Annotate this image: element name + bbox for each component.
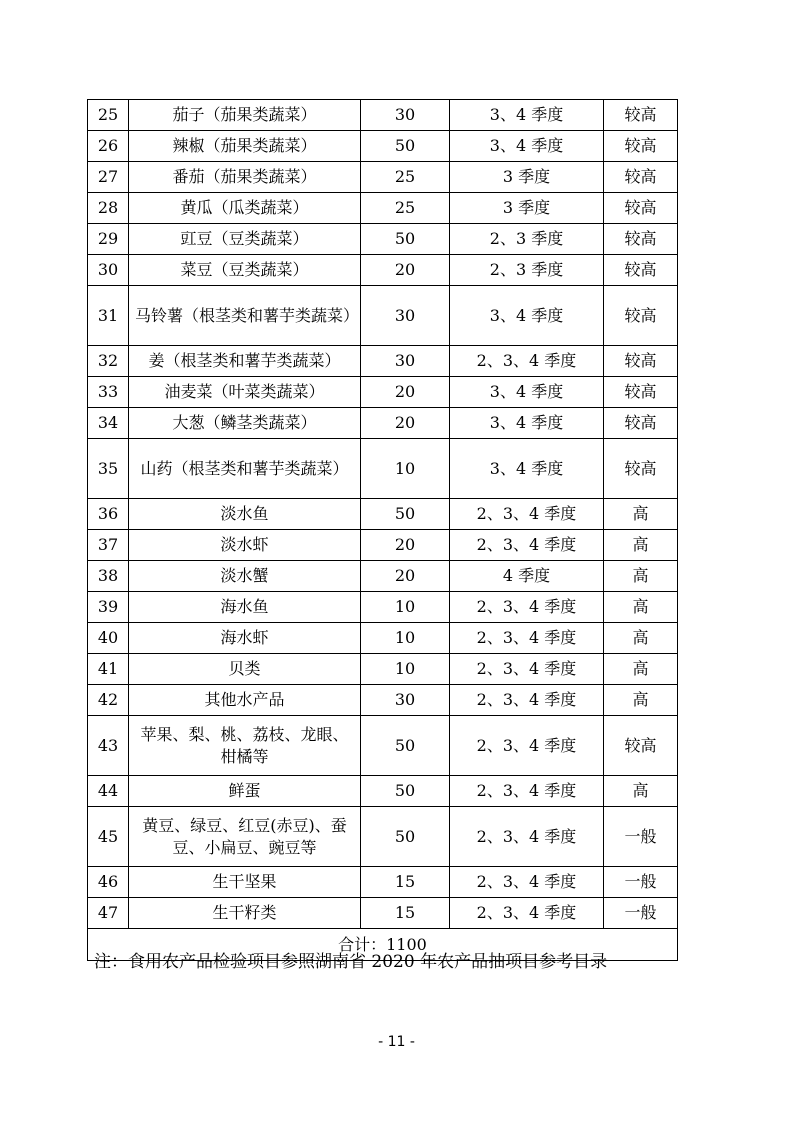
row-number-cell: 38: [88, 561, 129, 592]
quantity-cell: 10: [361, 623, 450, 654]
sampling-table: [87, 99, 678, 961]
product-name-cell: 大葱（鳞茎类蔬菜）: [129, 408, 361, 439]
risk-level-cell: 较高: [604, 131, 678, 162]
quantity-cell: 50: [361, 499, 450, 530]
quantity-cell: 20: [361, 377, 450, 408]
product-name-cell: 黄豆、绿豆、红豆(赤豆)、蚕豆、小扁豆、豌豆等: [129, 807, 361, 867]
risk-level-cell: 较高: [604, 193, 678, 224]
quantity-cell: 50: [361, 807, 450, 867]
row-number-cell: 29: [88, 224, 129, 255]
season-cell: 3、4 季度: [450, 408, 604, 439]
risk-level-cell: 一般: [604, 898, 678, 929]
season-cell: 3、4 季度: [450, 131, 604, 162]
row-number-cell: 33: [88, 377, 129, 408]
risk-level-cell: 较高: [604, 100, 678, 131]
row-number-cell: 44: [88, 776, 129, 807]
product-name-cell: 海水虾: [129, 623, 361, 654]
season-cell: 3、4 季度: [450, 377, 604, 408]
quantity-cell: 20: [361, 530, 450, 561]
season-cell: 3、4 季度: [450, 100, 604, 131]
risk-level-cell: 较高: [604, 162, 678, 193]
quantity-cell: 10: [361, 654, 450, 685]
quantity-cell: 30: [361, 685, 450, 716]
product-name-cell: 菜豆（豆类蔬菜）: [129, 255, 361, 286]
season-cell: 4 季度: [450, 561, 604, 592]
table-row: [88, 716, 678, 776]
product-name-cell: 淡水虾: [129, 530, 361, 561]
quantity-cell: 20: [361, 255, 450, 286]
quantity-cell: 25: [361, 162, 450, 193]
table-row: [88, 408, 678, 439]
quantity-cell: 10: [361, 439, 450, 499]
table-row: [88, 776, 678, 807]
table-row: [88, 530, 678, 561]
table-row: [88, 623, 678, 654]
product-name-cell: 马铃薯（根茎类和薯芋类蔬菜）: [129, 286, 361, 346]
product-name-cell: 生干籽类: [129, 898, 361, 929]
season-cell: 3 季度: [450, 162, 604, 193]
page-number: - 11 -: [378, 1034, 415, 1050]
product-name-cell: 黄瓜（瓜类蔬菜）: [129, 193, 361, 224]
season-cell: 2、3、4 季度: [450, 530, 604, 561]
table-row: [88, 286, 678, 346]
row-number-cell: 25: [88, 100, 129, 131]
product-name-cell: 山药（根茎类和薯芋类蔬菜）: [129, 439, 361, 499]
table-row: [88, 346, 678, 377]
table-row: [88, 224, 678, 255]
quantity-cell: 25: [361, 193, 450, 224]
risk-level-cell: 较高: [604, 716, 678, 776]
quantity-cell: 50: [361, 716, 450, 776]
risk-level-cell: 较高: [604, 408, 678, 439]
row-number-cell: 36: [88, 499, 129, 530]
risk-level-cell: 一般: [604, 867, 678, 898]
risk-level-cell: 高: [604, 654, 678, 685]
row-number-cell: 30: [88, 255, 129, 286]
table-row: [88, 439, 678, 499]
product-name-cell: 贝类: [129, 654, 361, 685]
product-name-cell: 番茄（茄果类蔬菜）: [129, 162, 361, 193]
risk-level-cell: 一般: [604, 807, 678, 867]
risk-level-cell: 高: [604, 776, 678, 807]
risk-level-cell: 高: [604, 685, 678, 716]
quantity-cell: 30: [361, 286, 450, 346]
table-row: [88, 592, 678, 623]
season-cell: 2、3、4 季度: [450, 346, 604, 377]
row-number-cell: 34: [88, 408, 129, 439]
quantity-cell: 20: [361, 408, 450, 439]
season-cell: 2、3 季度: [450, 255, 604, 286]
product-name-cell: 姜（根茎类和薯芋类蔬菜）: [129, 346, 361, 377]
row-number-cell: 46: [88, 867, 129, 898]
season-cell: 3 季度: [450, 193, 604, 224]
product-name-cell: 海水鱼: [129, 592, 361, 623]
product-name-cell: 辣椒（茄果类蔬菜）: [129, 131, 361, 162]
risk-level-cell: 高: [604, 499, 678, 530]
table-row: [88, 499, 678, 530]
season-cell: 2、3、4 季度: [450, 654, 604, 685]
risk-level-cell: 高: [604, 561, 678, 592]
table-row: [88, 255, 678, 286]
table-row: [88, 377, 678, 408]
row-number-cell: 39: [88, 592, 129, 623]
table-body: [88, 100, 678, 929]
row-number-cell: 43: [88, 716, 129, 776]
row-number-cell: 28: [88, 193, 129, 224]
table-row: [88, 131, 678, 162]
footnote: 注：食用农产品检验项目参照湖南省 2020 年农产品抽项目参考目录: [94, 952, 608, 972]
quantity-cell: 30: [361, 346, 450, 377]
risk-level-cell: 较高: [604, 286, 678, 346]
quantity-cell: 50: [361, 776, 450, 807]
risk-level-cell: 高: [604, 530, 678, 561]
season-cell: 2、3 季度: [450, 224, 604, 255]
row-number-cell: 41: [88, 654, 129, 685]
product-name-cell: 苹果、梨、桃、荔枝、龙眼、柑橘等: [129, 716, 361, 776]
product-name-cell: 豇豆（豆类蔬菜）: [129, 224, 361, 255]
product-name-cell: 其他水产品: [129, 685, 361, 716]
row-number-cell: 27: [88, 162, 129, 193]
risk-level-cell: 较高: [604, 346, 678, 377]
table-row: [88, 867, 678, 898]
table-row: [88, 898, 678, 929]
risk-level-cell: 高: [604, 592, 678, 623]
table-row: [88, 100, 678, 131]
season-cell: 2、3、4 季度: [450, 898, 604, 929]
season-cell: 2、3、4 季度: [450, 807, 604, 867]
table-row: [88, 685, 678, 716]
season-cell: 2、3、4 季度: [450, 623, 604, 654]
risk-level-cell: 较高: [604, 224, 678, 255]
quantity-cell: 20: [361, 561, 450, 592]
season-cell: 2、3、4 季度: [450, 592, 604, 623]
risk-level-cell: 高: [604, 623, 678, 654]
row-number-cell: 31: [88, 286, 129, 346]
quantity-cell: 30: [361, 100, 450, 131]
product-name-cell: 鲜蛋: [129, 776, 361, 807]
risk-level-cell: 较高: [604, 439, 678, 499]
row-number-cell: 26: [88, 131, 129, 162]
table-row: [88, 162, 678, 193]
season-cell: 2、3、4 季度: [450, 716, 604, 776]
season-cell: 3、4 季度: [450, 439, 604, 499]
row-number-cell: 35: [88, 439, 129, 499]
product-name-cell: 淡水蟹: [129, 561, 361, 592]
season-cell: 2、3、4 季度: [450, 776, 604, 807]
row-number-cell: 37: [88, 530, 129, 561]
quantity-cell: 50: [361, 131, 450, 162]
product-name-cell: 生干坚果: [129, 867, 361, 898]
row-number-cell: 45: [88, 807, 129, 867]
table-row: [88, 807, 678, 867]
season-cell: 2、3、4 季度: [450, 867, 604, 898]
season-cell: 3、4 季度: [450, 286, 604, 346]
table-row: [88, 193, 678, 224]
product-name-cell: 淡水鱼: [129, 499, 361, 530]
row-number-cell: 47: [88, 898, 129, 929]
row-number-cell: 40: [88, 623, 129, 654]
product-name-cell: 茄子（茄果类蔬菜）: [129, 100, 361, 131]
season-cell: 2、3、4 季度: [450, 499, 604, 530]
product-name-cell: 油麦菜（叶菜类蔬菜）: [129, 377, 361, 408]
season-cell: 2、3、4 季度: [450, 685, 604, 716]
table-row: [88, 654, 678, 685]
quantity-cell: 15: [361, 867, 450, 898]
table-row: [88, 561, 678, 592]
quantity-cell: 50: [361, 224, 450, 255]
risk-level-cell: 较高: [604, 377, 678, 408]
row-number-cell: 32: [88, 346, 129, 377]
quantity-cell: 15: [361, 898, 450, 929]
quantity-cell: 10: [361, 592, 450, 623]
row-number-cell: 42: [88, 685, 129, 716]
risk-level-cell: 较高: [604, 255, 678, 286]
total-cell: 合计：1100: [88, 929, 678, 961]
